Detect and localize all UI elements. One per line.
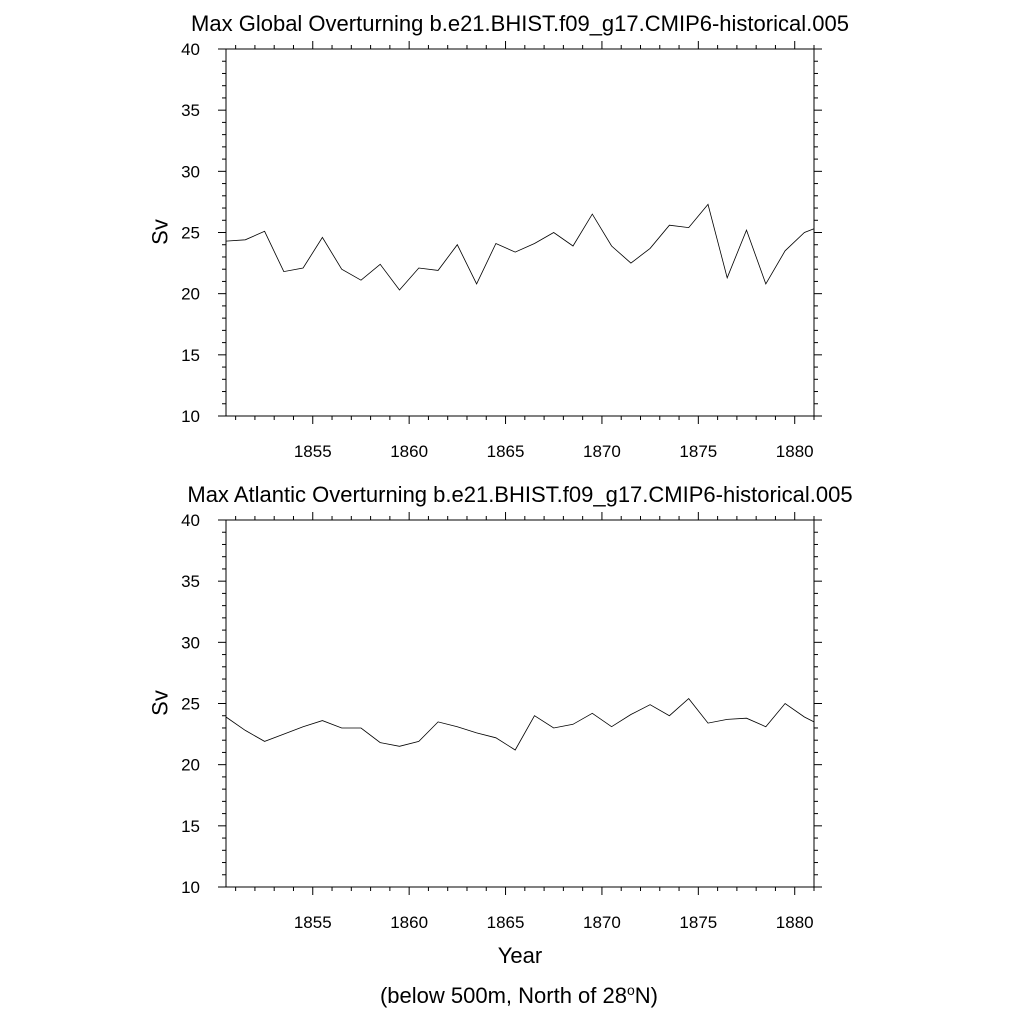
y-tick-label: 40 — [181, 40, 200, 59]
series-line — [226, 699, 814, 750]
x-tick-label: 1860 — [390, 442, 429, 461]
chart-title: Max Global Overturning b.e21.BHIST.f09_g17.CMIP6-historical.005 — [191, 11, 849, 36]
x-tick-label: 1860 — [390, 913, 429, 932]
y-tick-label: 15 — [181, 345, 200, 365]
y-tick-label: 25 — [181, 223, 200, 243]
series-line — [226, 204, 814, 290]
x-tick-label: 1870 — [583, 913, 621, 932]
plot-frame — [226, 49, 814, 416]
y-tick-label: 25 — [181, 694, 200, 714]
x-axis-label: Year — [497, 943, 543, 968]
x-tick-label: 1855 — [293, 913, 332, 932]
y-axis-label: Sv — [147, 219, 173, 245]
x-tick-label: 1865 — [486, 442, 525, 461]
footnote-tail: N) — [634, 983, 659, 1008]
y-tick-label: 10 — [181, 407, 200, 426]
footnote — [380, 982, 658, 1008]
y-tick-label: 20 — [181, 755, 200, 775]
footnote-superscript: o — [627, 982, 635, 998]
y-tick-label: 40 — [181, 511, 200, 530]
x-tick-label: 1880 — [775, 442, 814, 461]
x-tick-label: 1875 — [679, 913, 718, 932]
y-tick-label: 30 — [181, 633, 200, 653]
y-tick-label: 20 — [181, 284, 200, 304]
y-tick-label: 35 — [181, 572, 200, 592]
y-tick-label: 15 — [181, 816, 200, 836]
chart-panel-2 — [148, 482, 853, 968]
x-tick-label: 1865 — [486, 913, 525, 932]
y-tick-label: 10 — [181, 878, 200, 897]
chart-panel-1 — [148, 11, 849, 461]
plot-frame — [226, 520, 814, 887]
x-tick-label: 1855 — [293, 442, 332, 461]
y-tick-label: 30 — [181, 162, 200, 182]
chart-title: Max Atlantic Overturning b.e21.BHIST.f09_g17.CMIP6-historical.005 — [187, 482, 853, 507]
y-axis-label: Sv — [147, 690, 173, 716]
y-tick-label: 35 — [181, 101, 200, 121]
footnote-main: (below 500m, North of 28 — [379, 983, 628, 1008]
x-tick-label: 1875 — [679, 442, 718, 461]
x-tick-label: 1880 — [775, 913, 814, 932]
x-tick-label: 1870 — [583, 442, 621, 461]
